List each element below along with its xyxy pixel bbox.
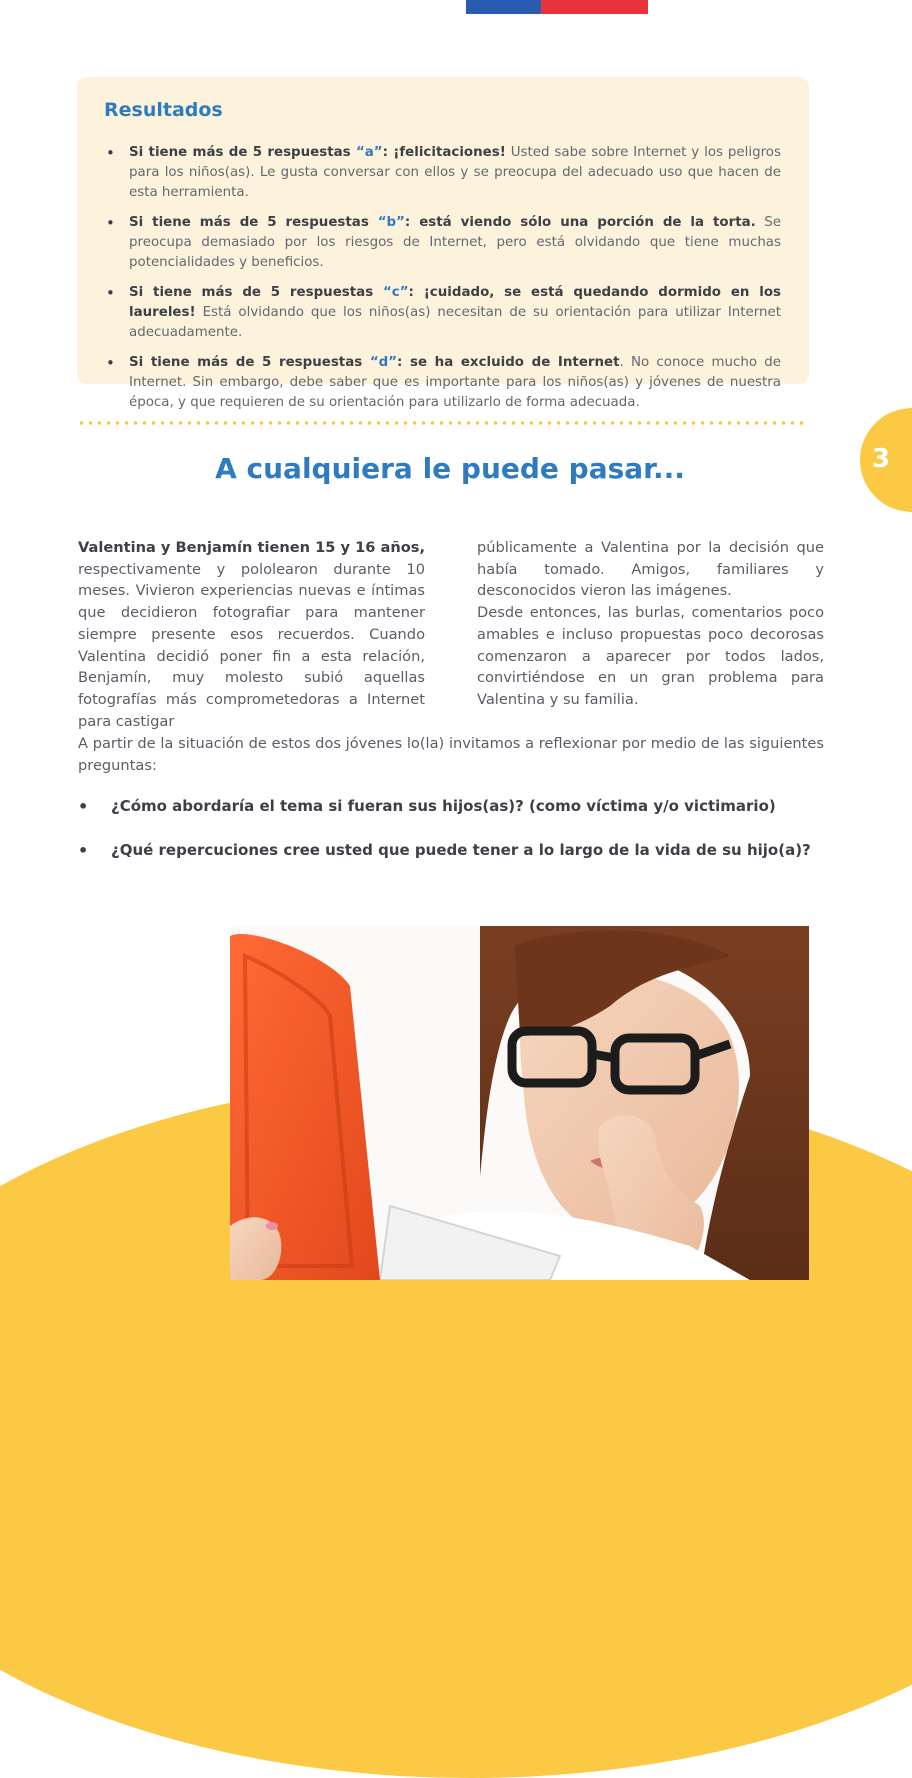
result-text: . No conoce mucho de Internet. Sin embargo, debe saber que es importante para los niños(as) y jóvenes de nuestra época, y que requieren de su orientación para utilizarlo de forma adecuada. <box>129 355 781 410</box>
result-item-b <box>104 213 781 273</box>
bullet-icon: • <box>106 354 115 372</box>
girl-with-laptop-illustration <box>230 926 809 1280</box>
page-number: 3 <box>872 444 891 474</box>
section-title: A cualquiera le puede pasar... <box>215 452 685 485</box>
result-item-d <box>104 353 781 413</box>
question-text: ¿Cómo abordaría el tema si fueran sus hijos(as)? (como víctima y/o victimario) <box>111 797 776 815</box>
girl-with-laptop-photo <box>230 926 809 1280</box>
question-text: ¿Qué repercuciones cree usted que puede tener a lo largo de la vida de su hijo(a)? <box>111 841 811 859</box>
result-text: Está olvidando que los niños(as) necesitan de su orientación para utilizar Internet adecuadamente. <box>129 305 781 340</box>
bullet-icon: • <box>106 284 115 302</box>
result-verdict: : ¡cuidado, se está quedando dormido en los laureles! <box>129 285 782 320</box>
result-verdict: : ¡felicitaciones! <box>382 145 506 160</box>
bullet-icon: • <box>106 214 115 232</box>
result-letter: “c” <box>382 285 409 300</box>
results-box <box>77 77 809 410</box>
result-verdict: : está viendo sólo una porción de la torta. <box>404 215 756 230</box>
fingernail-shape <box>266 1222 278 1230</box>
result-item-a <box>104 143 781 203</box>
bullet-icon: • <box>78 797 89 816</box>
result-text: Usted sabe sobre Internet y los peligros para los niños(as). Le gusta conversar con ellos y se preocupa del adecuado uso que hacen de esta herramienta. <box>129 145 781 200</box>
result-lead: Si tiene más de 5 respuestas <box>129 215 378 230</box>
result-letter: “a” <box>355 145 383 160</box>
result-lead: Si tiene más de 5 respuestas <box>129 145 356 160</box>
bullet-icon: • <box>106 144 115 162</box>
bullet-icon: • <box>78 841 89 860</box>
result-text: Se preocupa demasiado por los riesgos de Internet, pero está olvidando que tiene muchas potencialidades y beneficios. <box>129 215 782 270</box>
reflection-invite: A partir de la situación de estos dos jóvenes lo(la) invitamos a reflexionar por medio de las siguientes preguntas: <box>78 735 824 774</box>
story-text-right-1: públicamente a Valentina por la decisión que había tomado. Amigos, familiares y desconocidos vieron las imágenes. <box>477 539 824 600</box>
story-column-left <box>78 537 425 732</box>
story-text-left: respectivamente y pololearon durante 10 meses. Vivieron experiencias nuevas e íntimas que decidieron fotografiar para mantener siempre presente esos recuerdos. Cuando Valentina decidió poner fin a esta relación, Benjamín, muy molesto subió aquellas fotografías más comprometedoras a Internet para castigar <box>78 560 425 730</box>
story-text-right-2: Desde entonces, las burlas, comentarios poco amables e incluso propuestas poco decorosas comenzaron a aparecer por todos lados, convirtiéndose en un gran problema para Valentina y su familia. <box>477 604 824 708</box>
results-list <box>104 143 781 413</box>
story-lead: Valentina y Benjamín tienen 15 y 16 años, <box>78 539 425 556</box>
flag-stripe-blue <box>466 0 541 14</box>
result-lead: Si tiene más de 5 respuestas <box>129 355 370 370</box>
story-paragraph <box>78 537 425 732</box>
story-column-right <box>477 537 824 711</box>
result-item-c <box>104 283 781 343</box>
result-verdict: : se ha excluido de Internet <box>397 355 620 370</box>
flag-stripe-red <box>541 0 648 14</box>
dotted-divider <box>77 421 809 425</box>
result-letter: “d” <box>369 355 398 370</box>
result-letter: “b” <box>377 215 405 230</box>
result-lead: Si tiene más de 5 respuestas <box>129 285 383 300</box>
results-title: Resultados <box>104 99 223 121</box>
